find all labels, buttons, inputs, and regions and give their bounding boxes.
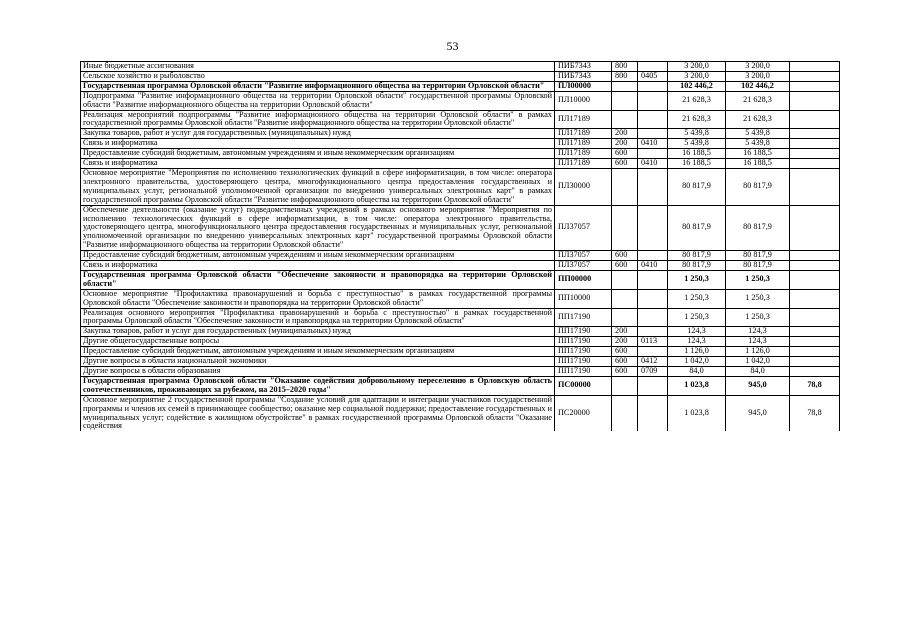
table-row — [81, 357, 840, 367]
row-amount-regional: 3 200,0 — [726, 71, 790, 81]
row-expense-type: 600 — [612, 261, 638, 271]
row-amount-total: 80 817,9 — [668, 251, 726, 261]
row-target-code: ПИБ7343 — [555, 62, 612, 72]
row-amount-total: 84,0 — [668, 367, 726, 377]
row-section-code: 0405 — [638, 71, 668, 81]
row-amount-federal — [790, 289, 840, 308]
row-amount-total: 1 250,3 — [668, 270, 726, 289]
row-amount-total: 80 817,9 — [668, 168, 726, 205]
row-target-code: ПС20000 — [555, 395, 612, 431]
row-target-code: ПЛ17189 — [555, 149, 612, 159]
row-expense-type: 600 — [612, 251, 638, 261]
row-name: Другие вопросы в области образования — [81, 367, 555, 377]
row-target-code: ПЛ17189 — [555, 129, 612, 139]
row-amount-regional: 945,0 — [726, 376, 790, 395]
row-name: Государственная программа Орловской области "Развитие информационного общества на территории Орловской области" — [81, 81, 555, 91]
row-expense-type: 200 — [612, 327, 638, 337]
row-amount-federal — [790, 357, 840, 367]
row-section-code — [638, 376, 668, 395]
row-name: Подпрограмма "Развитие информационного общества на территории Орловской области" государственной программы Орловской области "Развитие информационного общества на территории Орловской области" — [81, 91, 555, 110]
row-expense-type: 200 — [612, 129, 638, 139]
row-target-code: ПЛ37057 — [555, 261, 612, 271]
row-section-code: 0410 — [638, 139, 668, 149]
row-expense-type — [612, 168, 638, 205]
row-amount-regional: 5 439,8 — [726, 129, 790, 139]
table-row — [81, 337, 840, 347]
row-amount-total: 3 200,0 — [668, 71, 726, 81]
row-expense-type — [612, 289, 638, 308]
row-section-code — [638, 129, 668, 139]
row-target-code: ПЛ17189 — [555, 110, 612, 129]
row-expense-type — [612, 91, 638, 110]
row-amount-regional: 80 817,9 — [726, 168, 790, 205]
row-target-code: ПЛ30000 — [555, 168, 612, 205]
table-row — [81, 395, 840, 431]
row-section-code: 0113 — [638, 337, 668, 347]
row-amount-regional: 1 250,3 — [726, 289, 790, 308]
row-expense-type: 600 — [612, 149, 638, 159]
row-expense-type: 800 — [612, 71, 638, 81]
table-row — [81, 168, 840, 205]
table-row — [81, 289, 840, 308]
row-amount-total: 1 250,3 — [668, 308, 726, 327]
row-amount-federal — [790, 270, 840, 289]
row-amount-federal — [790, 168, 840, 205]
table-row — [81, 110, 840, 129]
row-name: Связь и информатика — [81, 139, 555, 149]
row-name: Обеспечение деятельности (оказание услуг) подведомственных учреждений в рамках основного мероприятия "Мероприятия по исполнению технологических функций в сфере информатизации, в том числе: оператора электронного правительства, удостоверяющего центра, многофункционального центра предоставления государственных и муниципальных услуг, региональной уполномоченной организации по внедрению универсальных электронных карт" государственной программы Орловской области "Развитие информационного общества на территории Орловской области" — [81, 205, 555, 251]
row-expense-type — [612, 308, 638, 327]
row-amount-federal — [790, 327, 840, 337]
row-amount-regional: 21 628,3 — [726, 110, 790, 129]
row-amount-federal — [790, 91, 840, 110]
table-row — [81, 91, 840, 110]
table-row — [81, 327, 840, 337]
row-amount-regional: 21 628,3 — [726, 91, 790, 110]
table-row — [81, 62, 840, 72]
row-amount-regional: 84,0 — [726, 367, 790, 377]
budget-table — [80, 61, 840, 431]
row-amount-total: 5 439,8 — [668, 129, 726, 139]
row-section-code — [638, 91, 668, 110]
table-row — [81, 347, 840, 357]
row-amount-regional: 124,3 — [726, 337, 790, 347]
row-expense-type — [612, 270, 638, 289]
row-section-code — [638, 62, 668, 72]
row-name: Основное мероприятие "Мероприятия по исполнению технологических функций в сфере информатизации, в том числе: оператора электронного правительства, удостоверяющего центра, многофункционального центра предоставления государственных и муниципальных услуг, региональной уполномоченной организации по внедрению универсальных электронных карт" в рамках государственной программы Орловской области "Развитие информационного общества на территории Орловской области" — [81, 168, 555, 205]
row-amount-total: 80 817,9 — [668, 261, 726, 271]
row-amount-regional: 1 250,3 — [726, 308, 790, 327]
row-section-code — [638, 205, 668, 251]
row-expense-type: 200 — [612, 139, 638, 149]
row-section-code — [638, 270, 668, 289]
row-amount-federal — [790, 367, 840, 377]
row-amount-regional: 1 250,3 — [726, 270, 790, 289]
row-target-code: ПП17190 — [555, 367, 612, 377]
row-amount-total: 124,3 — [668, 337, 726, 347]
row-target-code: ПП00000 — [555, 270, 612, 289]
row-amount-federal — [790, 62, 840, 72]
table-row — [81, 205, 840, 251]
row-amount-federal — [790, 251, 840, 261]
row-expense-type: 800 — [612, 62, 638, 72]
row-section-code — [638, 327, 668, 337]
row-amount-total: 102 446,2 — [668, 81, 726, 91]
row-section-code — [638, 395, 668, 431]
row-amount-federal — [790, 129, 840, 139]
row-section-code: 0410 — [638, 261, 668, 271]
row-amount-regional: 1 042,0 — [726, 357, 790, 367]
row-section-code — [638, 347, 668, 357]
row-amount-total: 1 023,8 — [668, 376, 726, 395]
row-amount-regional: 80 817,9 — [726, 251, 790, 261]
row-amount-federal: 78,8 — [790, 376, 840, 395]
row-amount-regional: 124,3 — [726, 327, 790, 337]
row-target-code: ПЛ17189 — [555, 139, 612, 149]
row-name: Связь и информатика — [81, 261, 555, 271]
table-row — [81, 367, 840, 377]
table-row — [81, 81, 840, 91]
row-target-code: ПП17190 — [555, 357, 612, 367]
row-name: Закупка товаров, работ и услуг для государственных (муниципальных) нужд — [81, 129, 555, 139]
row-expense-type: 600 — [612, 159, 638, 169]
row-name: Предоставление субсидий бюджетным, автономным учреждениям и иным некоммерческим организациям — [81, 347, 555, 357]
row-name: Иные бюджетные ассигнования — [81, 62, 555, 72]
table-row — [81, 261, 840, 271]
row-amount-federal — [790, 139, 840, 149]
row-target-code: ПС00000 — [555, 376, 612, 395]
row-amount-total: 16 188,5 — [668, 149, 726, 159]
row-amount-total: 5 439,8 — [668, 139, 726, 149]
row-name: Предоставление субсидий бюджетным, автономным учреждениям и иным некоммерческим организациям — [81, 149, 555, 159]
row-expense-type: 600 — [612, 347, 638, 357]
row-amount-federal: 78,8 — [790, 395, 840, 431]
row-name: Государственная программа Орловской области "Оказание содействия добровольному переселению в Орловскую область соотечественников, проживающих за рубежом, на 2015–2020 годы" — [81, 376, 555, 395]
row-amount-total: 1 126,0 — [668, 347, 726, 357]
row-amount-federal — [790, 71, 840, 81]
row-amount-federal — [790, 261, 840, 271]
row-amount-regional: 3 200,0 — [726, 62, 790, 72]
row-amount-regional: 1 126,0 — [726, 347, 790, 357]
table-body — [81, 62, 840, 432]
row-section-code: 0412 — [638, 357, 668, 367]
row-amount-federal — [790, 81, 840, 91]
row-amount-regional: 16 188,5 — [726, 159, 790, 169]
row-section-code — [638, 81, 668, 91]
table-row — [81, 139, 840, 149]
row-section-code — [638, 168, 668, 205]
row-name: Другие вопросы в области национальной экономики — [81, 357, 555, 367]
row-section-code — [638, 149, 668, 159]
row-target-code: ПЛ37057 — [555, 251, 612, 261]
row-amount-regional: 5 439,8 — [726, 139, 790, 149]
row-target-code: ПЛ10000 — [555, 91, 612, 110]
row-amount-total: 1 250,3 — [668, 289, 726, 308]
row-expense-type: 600 — [612, 357, 638, 367]
table-row — [81, 376, 840, 395]
row-amount-total: 1 023,8 — [668, 395, 726, 431]
table-row — [81, 159, 840, 169]
row-expense-type — [612, 376, 638, 395]
row-amount-total: 16 188,5 — [668, 159, 726, 169]
table-row — [81, 129, 840, 139]
row-amount-regional: 102 446,2 — [726, 81, 790, 91]
row-expense-type — [612, 81, 638, 91]
table-row — [81, 149, 840, 159]
row-target-code: ПП17190 — [555, 308, 612, 327]
row-expense-type — [612, 205, 638, 251]
row-name: Другие общегосударственные вопросы — [81, 337, 555, 347]
row-name: Сельское хозяйство и рыболовство — [81, 71, 555, 81]
table-row — [81, 71, 840, 81]
row-amount-federal — [790, 205, 840, 251]
table-row — [81, 251, 840, 261]
row-amount-total: 1 042,0 — [668, 357, 726, 367]
row-amount-federal — [790, 149, 840, 159]
row-section-code: 0709 — [638, 367, 668, 377]
row-target-code: ПП17190 — [555, 337, 612, 347]
row-expense-type: 600 — [612, 367, 638, 377]
row-amount-regional: 945,0 — [726, 395, 790, 431]
table-row — [81, 270, 840, 289]
page-number: 53 — [446, 39, 459, 53]
row-amount-federal — [790, 337, 840, 347]
row-name: Основное мероприятие "Профилактика правонарушений и борьба с преступностью" в рамках государственной программы Орловской области "Обеспечение законности и правопорядка на территории Орловской области" — [81, 289, 555, 308]
row-section-code: 0410 — [638, 159, 668, 169]
row-section-code — [638, 308, 668, 327]
row-target-code: ПП17190 — [555, 327, 612, 337]
row-name: Государственная программа Орловской области "Обеспечение законности и правопорядка на территории Орловской области" — [81, 270, 555, 289]
row-amount-regional: 80 817,9 — [726, 261, 790, 271]
row-name: Основное мероприятие 2 государственной программы "Создание условий для адаптации и интеграции участников государственной программы и членов их семей в принимающее сообщество; оказание мер социальной поддержки; предоставление государственных и муниципальных услуг; содействие в жилищном обустройстве" в рамках государственной программы Орловской области "Оказание содействия — [81, 395, 555, 431]
row-amount-regional: 16 188,5 — [726, 149, 790, 159]
row-amount-federal — [790, 308, 840, 327]
row-name: Предоставление субсидий бюджетным, автономным учреждениям и иным некоммерческим организациям — [81, 251, 555, 261]
row-target-code: ПИБ7343 — [555, 71, 612, 81]
row-amount-federal — [790, 110, 840, 129]
row-amount-total: 124,3 — [668, 327, 726, 337]
row-section-code — [638, 251, 668, 261]
row-expense-type — [612, 395, 638, 431]
row-amount-total: 80 817,9 — [668, 205, 726, 251]
table-row — [81, 308, 840, 327]
row-target-code: ПЛ17189 — [555, 159, 612, 169]
row-target-code: ПЛ37057 — [555, 205, 612, 251]
row-amount-total: 21 628,3 — [668, 91, 726, 110]
row-amount-total: 3 200,0 — [668, 62, 726, 72]
row-name: Реализация основного мероприятия "Профилактика правонарушений и борьба с преступностью" в рамках государственной программы Орловской области "Обеспечение законности и правопорядка на территории Орловской области" — [81, 308, 555, 327]
row-amount-federal — [790, 159, 840, 169]
row-section-code — [638, 110, 668, 129]
row-name: Закупка товаров, работ и услуг для государственных (муниципальных) нужд — [81, 327, 555, 337]
row-target-code: ПЛ00000 — [555, 81, 612, 91]
row-expense-type — [612, 110, 638, 129]
row-name: Реализация мероприятий подпрограммы "Развитие информационного общества на территории Орловской области" в рамках государственной программы Орловской области "Развитие информационного общества на территории Орловской области" — [81, 110, 555, 129]
row-section-code — [638, 289, 668, 308]
row-amount-total: 21 628,3 — [668, 110, 726, 129]
row-name: Связь и информатика — [81, 159, 555, 169]
row-target-code: ПП17190 — [555, 347, 612, 357]
row-amount-federal — [790, 347, 840, 357]
row-target-code: ПП10000 — [555, 289, 612, 308]
row-expense-type: 200 — [612, 337, 638, 347]
row-amount-regional: 80 817,9 — [726, 205, 790, 251]
